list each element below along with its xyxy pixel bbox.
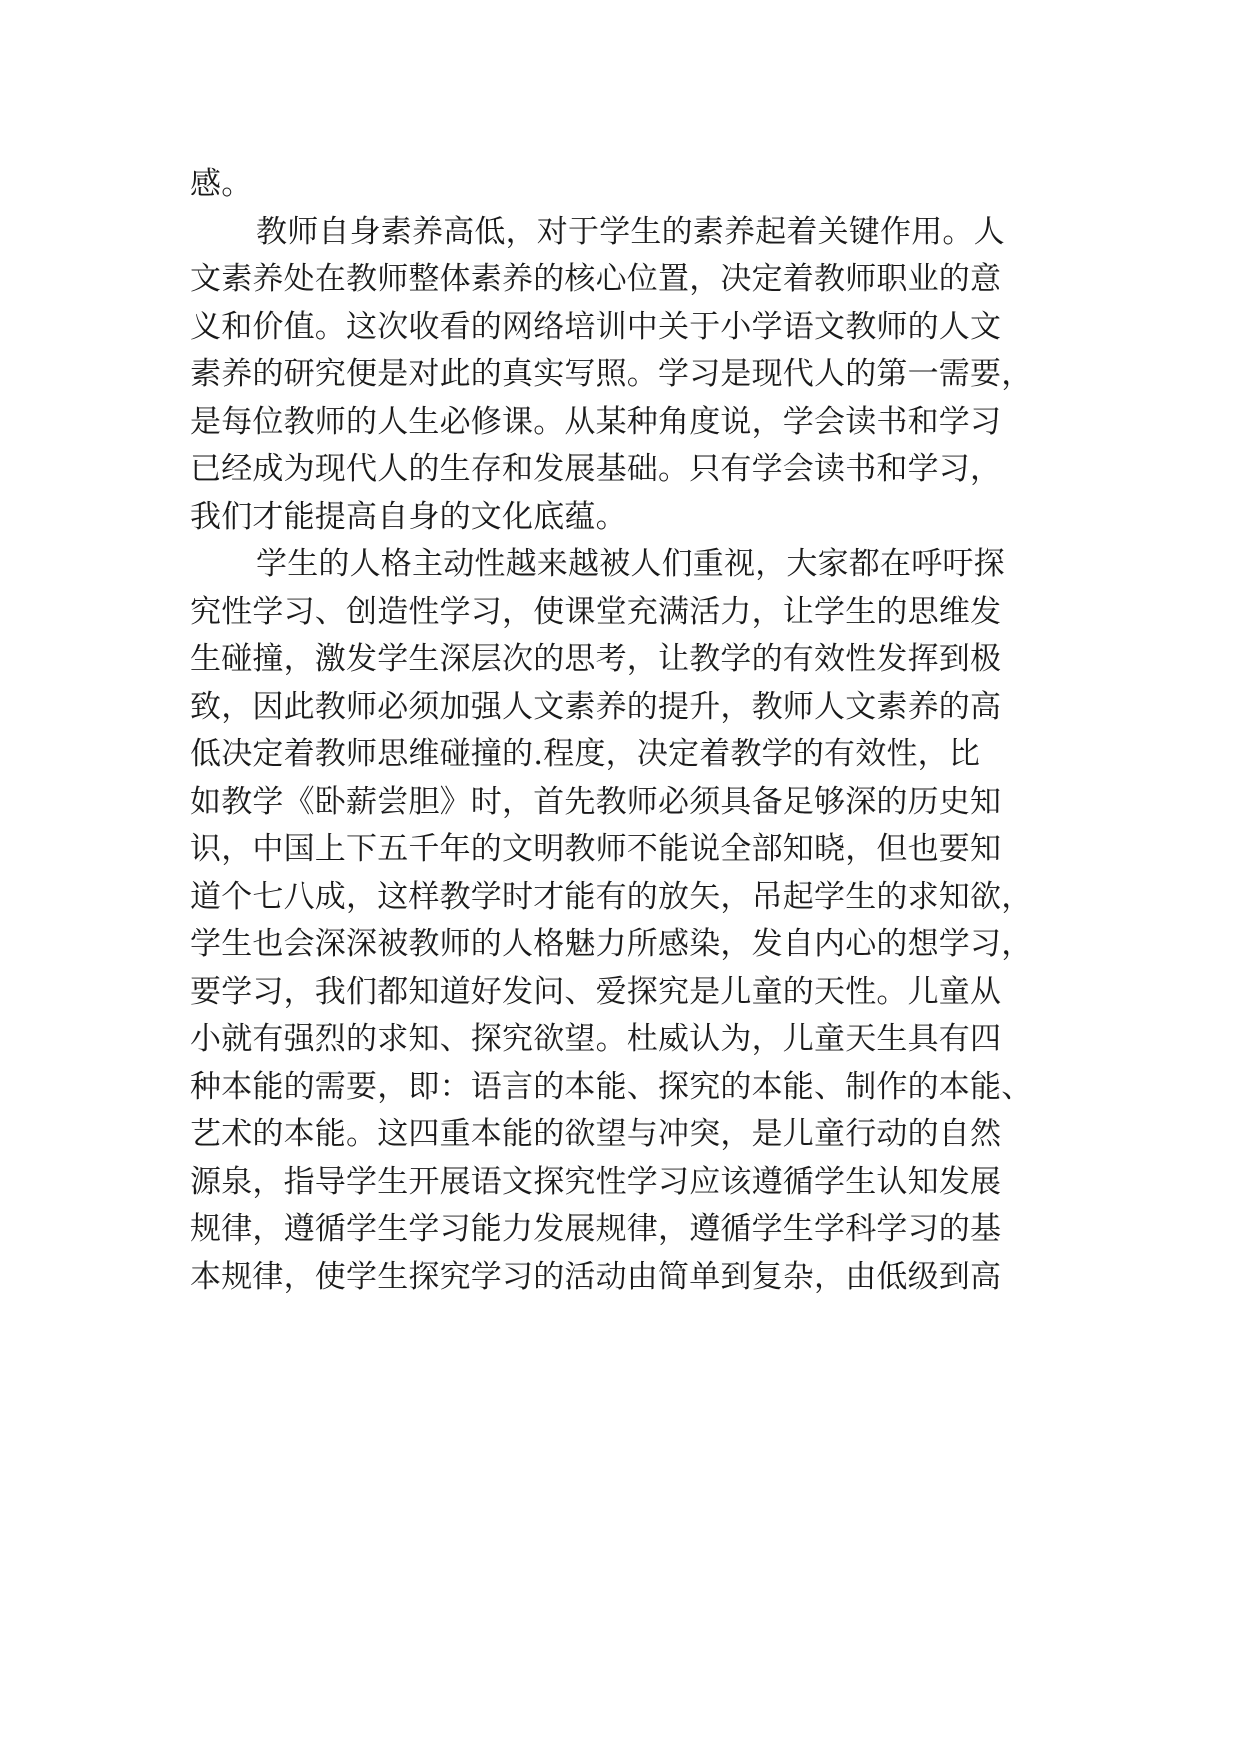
body-text [190,161,1070,1301]
text-line: 要学习，我们都知道好发问、爱探究是儿童的天性。儿童从 [190,973,1002,1010]
text-line: 如教学《卧薪尝胆》时，首先教师必须具备足够深的历史知 [190,783,1002,820]
text-line: 小就有强烈的求知、探究欲望。杜威认为，儿童天生具有四 [190,1021,1002,1057]
text-line: 素养的研究便是对此的真实写照。学习是现代人的第一需要， [190,356,1033,392]
text-line: 究性学习、创造性学习，使课堂充满活力，让学生的思维发 [190,593,1002,630]
text-line: 义和价值。这次收看的网络培训中关于小学语文教师的人文 [190,308,1002,345]
text-line: 识，中国上下五千年的文明教师不能说全部知晓，但也要知 [190,831,1002,867]
text-line: 我们才能提高自身的文化底蕴。 [190,498,627,535]
text-line: 规律，遵循学生学习能力发展规律，遵循学生学科学习的基 [190,1211,1002,1247]
text-line: 艺术的本能。这四重本能的欲望与冲突，是儿童行动的自然 [190,1116,1002,1152]
text-line: 是每位教师的人生必修课。从某种角度说，学会读书和学习 [190,403,1002,440]
paragraph-first-line: 学生的人格主动性越来越被人们重视，大家都在呼吁探 [256,546,1005,582]
text-line: 学生也会深深被教师的人格魅力所感染，发自内心的想学习， [190,926,1033,962]
text-line: 文素养处在教师整体素养的核心位置，决定着教师职业的意 [190,261,1002,297]
text-line: 低决定着教师思维碰撞的.程度，决定着教学的有效性，比 [190,736,981,772]
text-line: 已经成为现代人的生存和发展基础。只有学会读书和学习， [190,451,1002,487]
text-line: 道个七八成，这样教学时才能有的放矢，吊起学生的求知欲， [190,878,1033,915]
text-line: 源泉，指导学生开展语文探究性学习应该遵循学生认知发展 [190,1163,1002,1200]
text-line: 种本能的需要，即：语言的本能、探究的本能、制作的本能、 [190,1068,1033,1105]
text-line: 本规律，使学生探究学习的活动由简单到复杂，由低级到高 [190,1258,1002,1295]
text-line: 生碰撞，激发学生深层次的思考，让教学的有效性发挥到极 [190,641,1002,677]
paragraph-first-line: 教师自身素养高低，对于学生的素养起着关键作用。人 [256,213,1005,250]
text-line: 感。 [190,166,253,202]
text-line: 致，因此教师必须加强人文素养的提升，教师人文素养的高 [190,688,1002,725]
